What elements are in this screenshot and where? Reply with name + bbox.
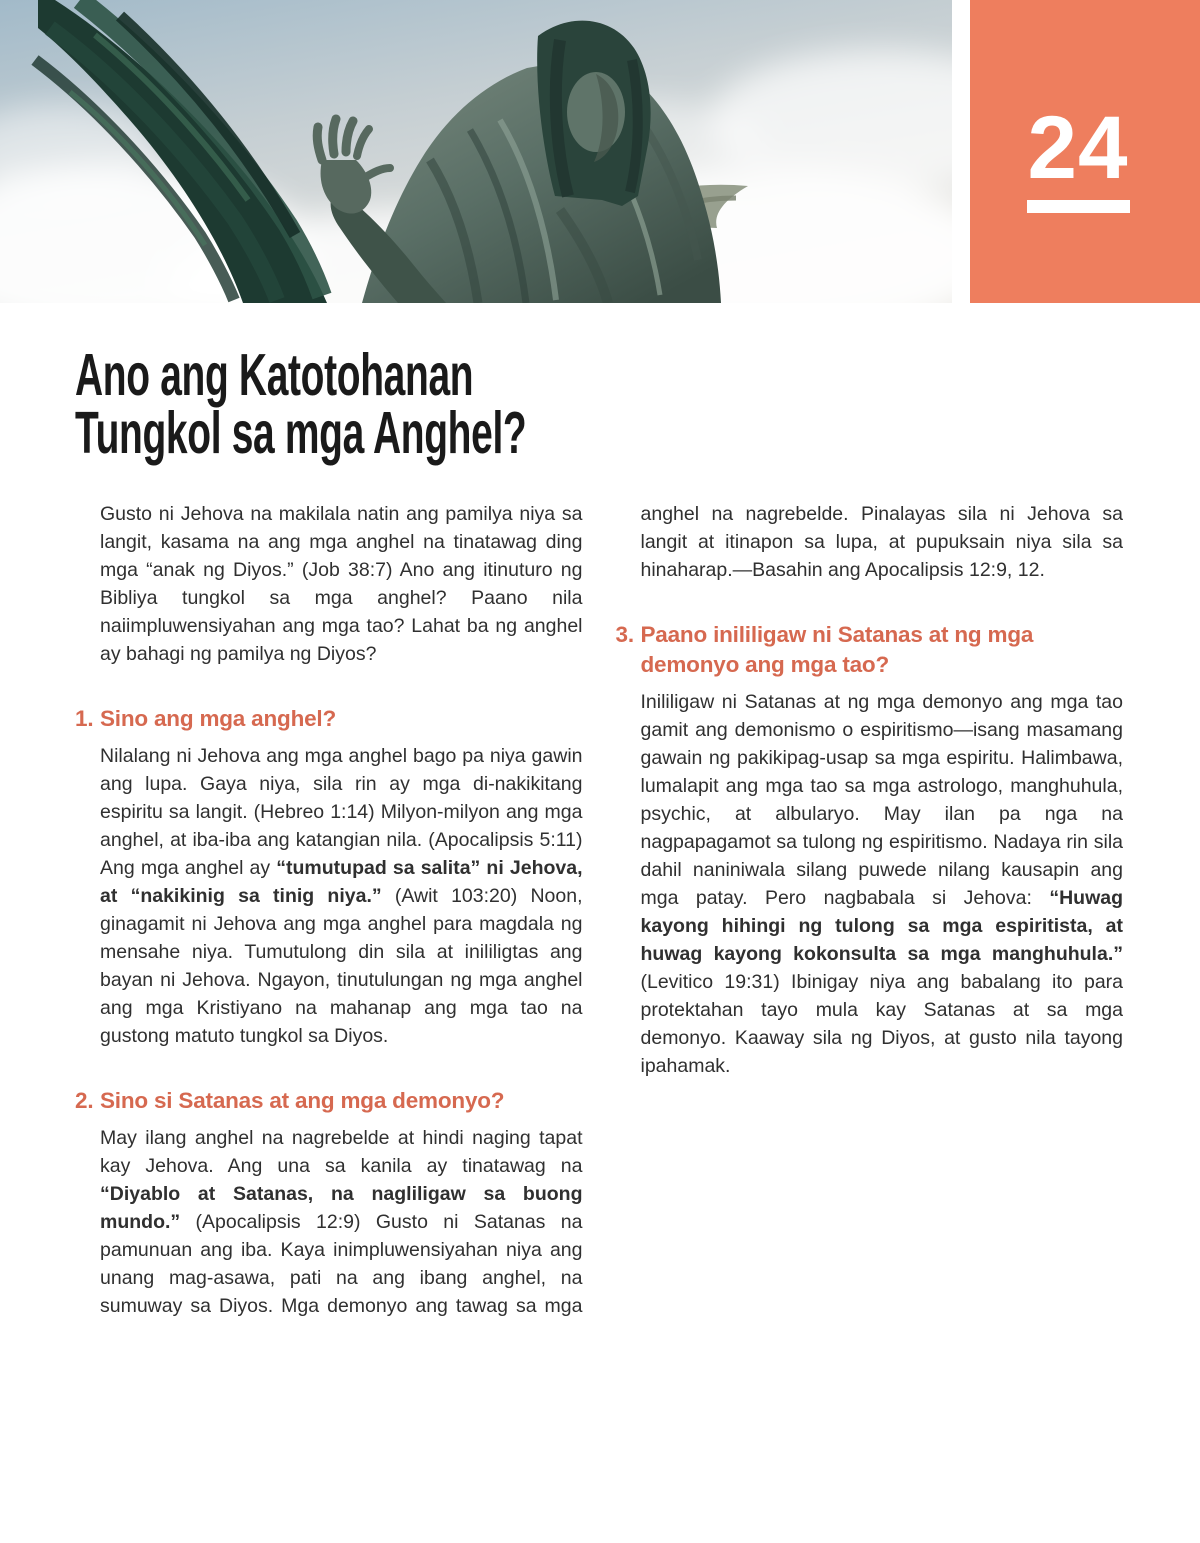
paragraph-text: (Apocalipsis 12:9) Gusto ni Satanas na pamunuan ang iba. Kaya inimpluwensiyahan niya ang unang mag-asawa, pati na ang ibang anghel, na sumuway sa Diyos. Mga demonyo ang tawag sa mga anghel na nagrebelde. Pinalayas sila ni Jehova sa langit at itinapon sa lupa, at pupuksain niya sila sa hinaharap.—Basahin ang Apocalipsis 12:9, 12. (100, 503, 1123, 1317)
paragraph-text: Gusto ni Jehova na makilala natin ang pamilya niya sa langit, kasama na ang mga anghel na tinatawag ding mga “anak ng Diyos.” (Job 38:7) Ano ang itinuturo ng Bibliya tungkol sa mga anghel? Paano nila naiimpluwensiyahan ang mga tao? Lahat ba ng anghel ay bahagi ng pamilya ng Diyos? (100, 503, 583, 665)
lesson-number-block (970, 0, 1200, 303)
paragraph-text: Nilalang ni Jehova ang mga anghel bago pa niya gawin ang lupa. Gaya niya, sila rin ay mga di-nakikitang espiritu sa langit. (Hebreo 1:14) Milyon-milyon ang mga anghel, at iba-iba ang katangian nila. (Apocalipsis 5:11) Ang mga anghel ay (100, 745, 583, 879)
page-title-line-2: Tungkol sa mga Anghel? (75, 400, 527, 466)
paragraph-text: (Levitico 19:31) Ibinigay niya ang babalang ito para protektahan tayo mula kay Satanas at sa mga demonyo. Kaaway sila ng Diyos, at gusto nila tayong ipahamak. (640, 971, 1123, 1077)
section-3-number: 3. (615, 622, 634, 647)
bold-scripture-quote: “Diyablo at Satanas, na nagliligaw sa buong mundo.” (100, 1183, 583, 1233)
bold-scripture-quote: “Huwag kayong hihingi ng tulong sa mga espiritista, at huwag kayong kokonsulta sa mga manghuhula.” (640, 887, 1123, 965)
paragraph-text: May ilang anghel na nagrebelde at hindi naging tapat kay Jehova. Ang una sa kanila ay tinatawag na (100, 1127, 583, 1177)
section-1-paragraph (75, 742, 583, 1050)
section-1-heading (75, 704, 583, 734)
hero-photo (0, 0, 952, 303)
intro-paragraph (75, 500, 583, 668)
page-title-line-1: Ano ang Katotohanan (75, 342, 474, 408)
lesson-number: 24 (1027, 97, 1129, 197)
section-3-paragraph (616, 688, 1124, 1080)
section-1-heading-text: Sino ang mga anghel? (100, 706, 337, 731)
section-2-number: 2. (75, 1088, 94, 1113)
angel-statue-image (0, 0, 952, 303)
section-1 (75, 704, 583, 1050)
section-3-heading (616, 620, 1124, 680)
section-3-heading-text: Paano inililigaw ni Satanas at ng mga demonyo ang mga tao? (640, 622, 1034, 677)
bold-scripture-quote: “tumutupad sa salita” ni Jehova, at “nakikinig sa tinig niya.” (100, 857, 583, 907)
title-block (75, 342, 1175, 466)
section-2-heading-text: Sino si Satanas at ang mga demonyo? (100, 1088, 505, 1113)
article-body (75, 500, 1123, 1345)
section-3 (616, 620, 1124, 1080)
section-1-number: 1. (75, 706, 94, 731)
paragraph-text: Inililigaw ni Satanas at ng mga demonyo ang mga tao gamit ang demonismo o espiritismo—isang masamang gawain ng pakikipag-usap sa mga espiritu. Halimbawa, lumalapit ang mga tao sa mga astrologo, manghuhula, psychic, at albularyo. May ilan pa nga na nagpapagamot sa tulong ng espiritismo. Nadaya rin sila dahil naniniwala silang puwede nilang kausapin ang mga patay. Pero nagbabala si Jehova: (640, 691, 1123, 909)
lesson-number-underline (1027, 200, 1130, 213)
angel-head (537, 21, 650, 206)
paragraph-text: (Awit 103:20) Noon, ginagamit ni Jehova ang mga anghel para magdala ng mensahe niya. Tumutulong din sila at inililigtas ang bayan ni Jehova. Ngayon, tinutulungan ng mga anghel ang mga Kristiyano na mahanap ang mga tao na gustong matuto tungkol sa Diyos. (100, 885, 583, 1047)
section-2-heading (75, 1086, 583, 1116)
page-title (75, 342, 801, 466)
